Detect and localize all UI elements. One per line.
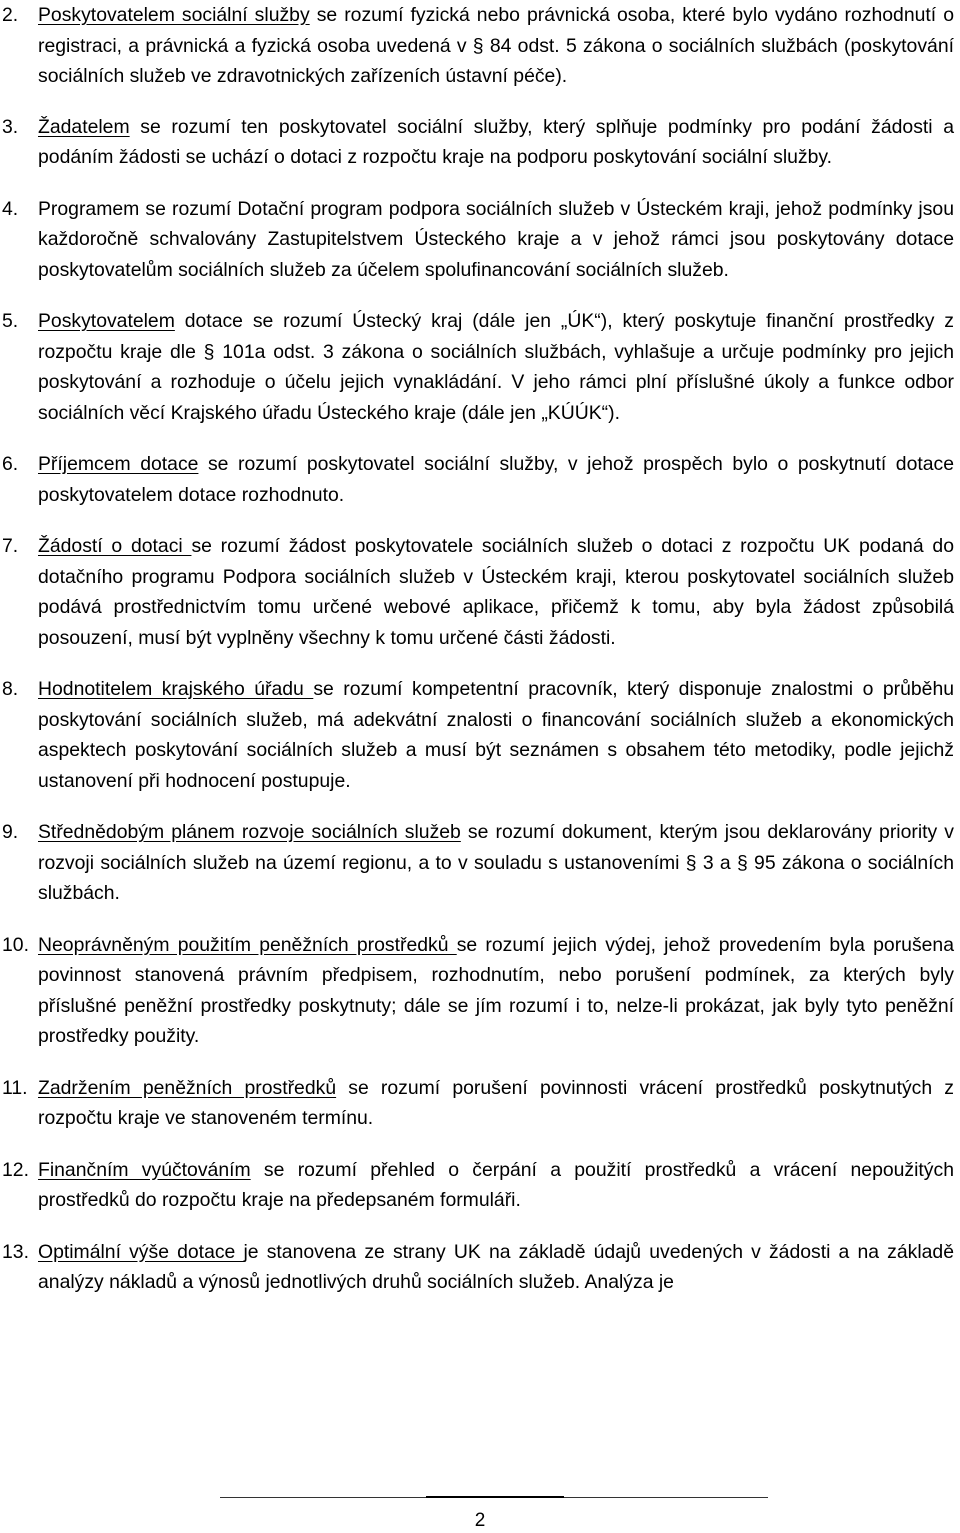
defined-term: Příjemcem dotace bbox=[38, 453, 199, 475]
item-number: 8. bbox=[2, 678, 19, 700]
footer-divider-accent bbox=[426, 1496, 564, 1498]
item-number: 7. bbox=[2, 535, 19, 557]
definition-item-8 bbox=[0, 674, 960, 796]
definition-text: se rozumí dokument, kterým jsou deklarovány priority v rozvoji sociálních služeb na území regionu, a to v souladu s ustanoveními § 3 a § 95 zákona o sociálních službách. bbox=[38, 821, 954, 904]
definition-item-9 bbox=[0, 817, 960, 909]
page-number: 2 bbox=[474, 1510, 486, 1531]
item-number: 4. bbox=[2, 197, 19, 220]
item-number: 10. bbox=[2, 933, 29, 956]
item-number: 5. bbox=[2, 310, 19, 332]
defined-term: Neoprávněným použitím peněžních prostředků bbox=[38, 933, 457, 956]
item-number: 6. bbox=[2, 453, 19, 475]
item-number: 2. bbox=[2, 4, 19, 26]
definition-text: je stanovena ze strany UK na základě údajů uvedených v žádosti a na základě analýzy nákladů a výnosů jednotlivých druhů sociálních služeb. Analýza je bbox=[38, 1240, 954, 1293]
definition-text: se rozumí ten poskytovatel sociální služby, který splňuje podmínky pro podání žádosti a podáním žádosti se uchází o dotaci z rozpočtu kraje na podporu poskytování sociální služby. bbox=[38, 115, 954, 168]
definition-item-2 bbox=[0, 0, 960, 92]
definition-text: se rozumí žádost poskytovatele sociálních služeb o dotaci z rozpočtu UK podaná do dotačního programu Podpora sociálních služeb v Ústeckém kraji, kterou poskytovatel sociálních služeb podává prostřednictvím tomu určené webové aplikace, přičemž k tomu, aby byla žádost způsobilá posouzení, musí být vyplněny všechny k tomu určené části žádosti. bbox=[38, 535, 954, 649]
item-number: 13. bbox=[2, 1240, 29, 1263]
defined-term: Žádostí o dotaci bbox=[38, 535, 192, 557]
definition-text: se rozumí fyzická nebo právnická osoba, které bylo vydáno rozhodnutí o registraci, a právnická a fyzická osoba uvedená v § 84 odst. 5 zákona o sociálních službách (poskytování sociálních služeb ve zdravotnických zařízeních ústavní péče). bbox=[38, 4, 954, 87]
defined-term: Finančním vyúčtováním bbox=[38, 1158, 251, 1181]
item-number: 3. bbox=[2, 115, 19, 138]
defined-term: Poskytovatelem bbox=[38, 310, 175, 332]
definition-text: Programem se rozumí Dotační program podpora sociálních služeb v Ústeckém kraji, jehož podmínky jsou každoročně schvalovány Zastupitelstvem Ústeckého kraje a v jehož rámci jsou poskytovány dotace poskytovatelům sociálních služeb za účelem spolufinancování sociálních služeb. bbox=[38, 197, 954, 281]
definition-item-6 bbox=[0, 449, 960, 510]
definition-text: se rozumí kompetentní pracovník, který disponuje znalostmi o průběhu poskytování sociálních služeb, má adekvátní znalosti o financování sociálních služeb a ekonomických aspektech poskytování sociálních služeb a musí být seznámen s obsahem této metodiky, podle jejichž ustanovení při hodnocení postupuje. bbox=[38, 678, 955, 792]
definition-item-13 bbox=[0, 1237, 960, 1298]
definition-text: se rozumí porušení povinnosti vrácení prostředků poskytnutých z rozpočtu kraje ve stanoveném termínu. bbox=[38, 1076, 955, 1129]
defined-term: Hodnotitelem krajského úřadu bbox=[38, 678, 314, 700]
item-number: 9. bbox=[2, 821, 19, 843]
definition-item-7 bbox=[0, 531, 960, 653]
definition-item-12 bbox=[0, 1155, 960, 1216]
defined-term: Zadržením peněžních prostředků bbox=[38, 1076, 337, 1099]
definition-item-3 bbox=[0, 112, 960, 173]
definition-text: se rozumí jejich výdej, jehož provedením byla porušena povinnost stanovená právním předpisem, rozhodnutím, nebo porušení podmínek, za kterých byly příslušné peněžní prostředky poskytnuty; dále se jím rozumí i to, nelze-li prokázat, jak byly tyto peněžní prostředky použity. bbox=[38, 933, 954, 1047]
definition-text: se rozumí přehled o čerpání a použití prostředků a vrácení nepoužitých prostředků do rozpočtu kraje na předepsaném formuláři. bbox=[38, 1158, 954, 1211]
defined-term: Optimální výše dotace bbox=[38, 1240, 244, 1263]
definition-item-11 bbox=[0, 1073, 960, 1134]
defined-term: Střednědobým plánem rozvoje sociálních služeb bbox=[38, 821, 461, 843]
defined-term: Žadatelem bbox=[38, 115, 130, 138]
definition-text: se rozumí poskytovatel sociální služby, v jehož prospěch bylo o poskytnutí dotace poskytovatelem dotace rozhodnuto. bbox=[38, 453, 955, 506]
definition-text: dotace se rozumí Ústecký kraj (dále jen „ÚK“), který poskytuje finanční prostředky z rozpočtu kraje dle § 101a odst. 3 zákona o sociálních službách, vyhlašuje a určuje podmínky pro jejich poskytování a rozhoduje o účelu jejich vynakládání. V jeho rámci plní příslušné úkoly a funkce odbor sociálních věcí Krajského úřadu Ústeckého kraje (dále jen „KÚÚK“). bbox=[38, 310, 954, 424]
definition-item-5 bbox=[0, 306, 960, 428]
definition-item-10 bbox=[0, 930, 960, 1052]
definition-item-4 bbox=[0, 194, 960, 286]
defined-term: Poskytovatelem sociální služby bbox=[38, 4, 310, 26]
item-number: 12. bbox=[2, 1158, 29, 1181]
item-number: 11. bbox=[2, 1076, 28, 1099]
